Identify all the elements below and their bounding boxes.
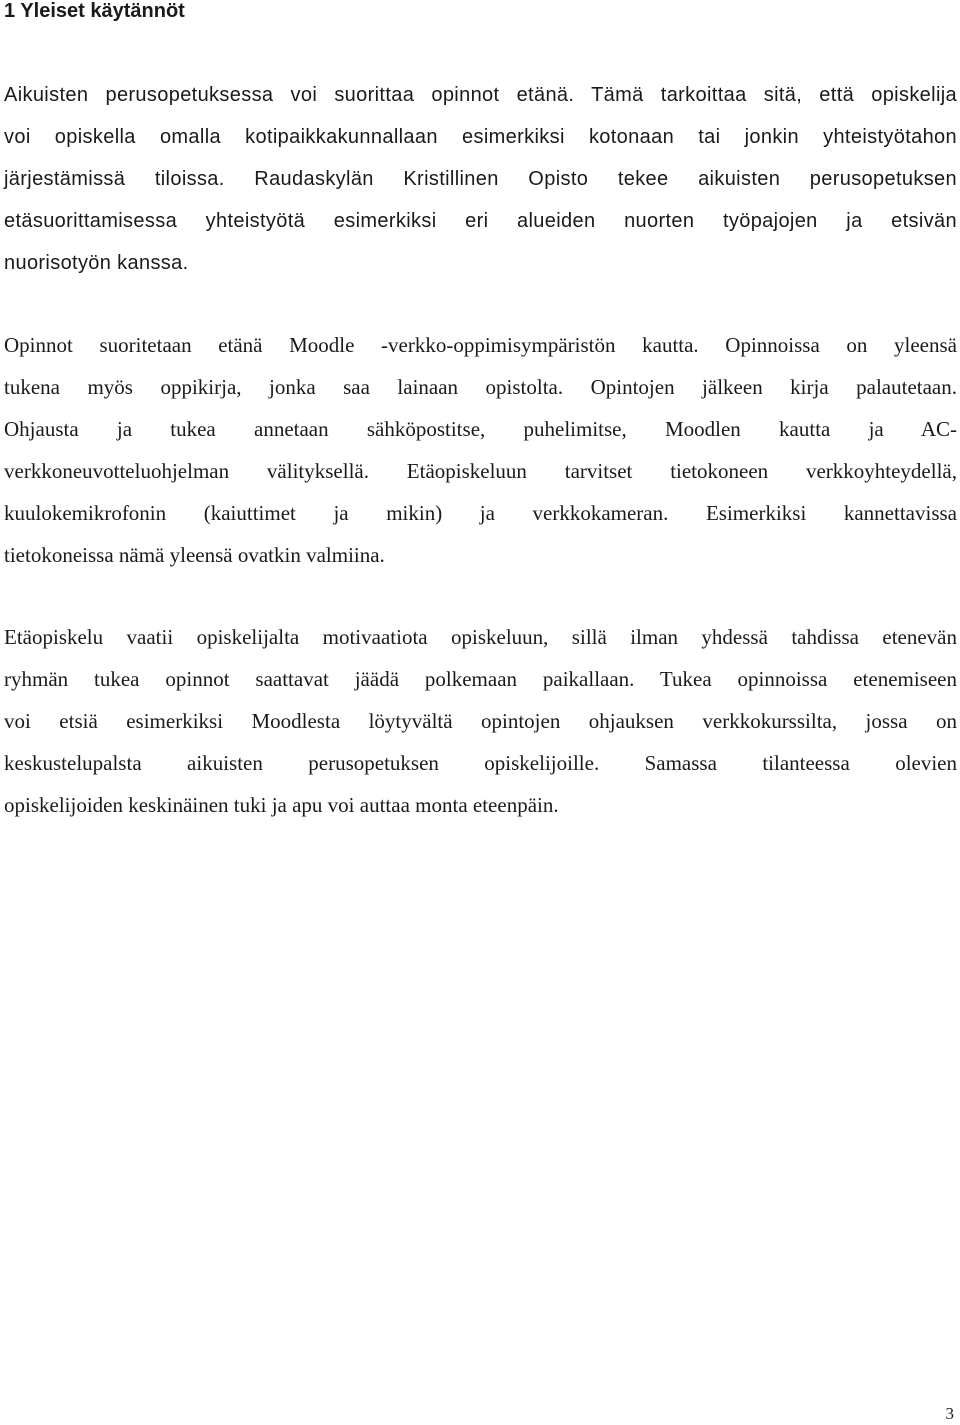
paragraph-line: Aikuisten perusopetuksessa voi suorittaa opinnot etänä. Tämä tarkoittaa sitä, että opiskelija	[4, 84, 957, 106]
paragraph-line: Ohjausta ja tukea annetaan sähköpostitse, puhelimitse, Moodlen kautta ja AC-	[4, 417, 957, 441]
paragraph-line: voi opiskella omalla kotipaikkakunnallaan esimerkiksi kotonaan tai jonkin yhteistyötahon	[4, 126, 957, 148]
paragraph-line: järjestämissä tiloissa. Raudaskylän Kristillinen Opisto tekee aikuisten perusopetuksen	[4, 168, 957, 190]
paragraph-3	[4, 616, 957, 826]
paragraph-1	[4, 74, 957, 284]
page-number: 3	[945, 1404, 954, 1423]
paragraph-2	[4, 324, 957, 576]
paragraph-line: verkkoneuvotteluohjelman välityksellä. Etäopiskeluun tarvitset tietokoneen verkkoyhteydellä,	[4, 459, 957, 483]
paragraph-line: nuorisotyön kanssa.	[4, 252, 189, 274]
paragraph-line: opiskelijoiden keskinäinen tuki ja apu voi auttaa monta eteenpäin.	[4, 793, 559, 817]
paragraph-line: tietokoneissa nämä yleensä ovatkin valmiina.	[4, 543, 385, 567]
section-heading: 1 Yleiset käytännöt	[4, 0, 185, 22]
paragraph-line: tukena myös oppikirja, jonka saa lainaan opistolta. Opintojen jälkeen kirja palautetaan.	[4, 375, 957, 399]
paragraph-line: Etäopiskelu vaatii opiskelijalta motivaatiota opiskeluun, sillä ilman yhdessä tahdissa etenevän	[4, 625, 957, 649]
paragraph-line: ryhmän tukea opinnot saattavat jäädä polkemaan paikallaan. Tukea opinnoissa etenemiseen	[4, 667, 957, 691]
paragraph-line: keskustelupalsta aikuisten perusopetuksen opiskelijoille. Samassa tilanteessa olevien	[4, 751, 957, 775]
paragraph-line: Opinnot suoritetaan etänä Moodle -verkko-oppimisympäristön kautta. Opinnoissa on yleensä	[4, 333, 957, 357]
paragraph-line: kuulokemikrofonin (kaiuttimet ja mikin) ja verkkokameran. Esimerkiksi kannettavissa	[4, 501, 957, 525]
paragraph-line: etäsuorittamisessa yhteistyötä esimerkiksi eri alueiden nuorten työpajojen ja etsivän	[4, 210, 957, 232]
paragraph-line: voi etsiä esimerkiksi Moodlesta löytyvältä opintojen ohjauksen verkkokurssilta, jossa on	[4, 709, 957, 733]
